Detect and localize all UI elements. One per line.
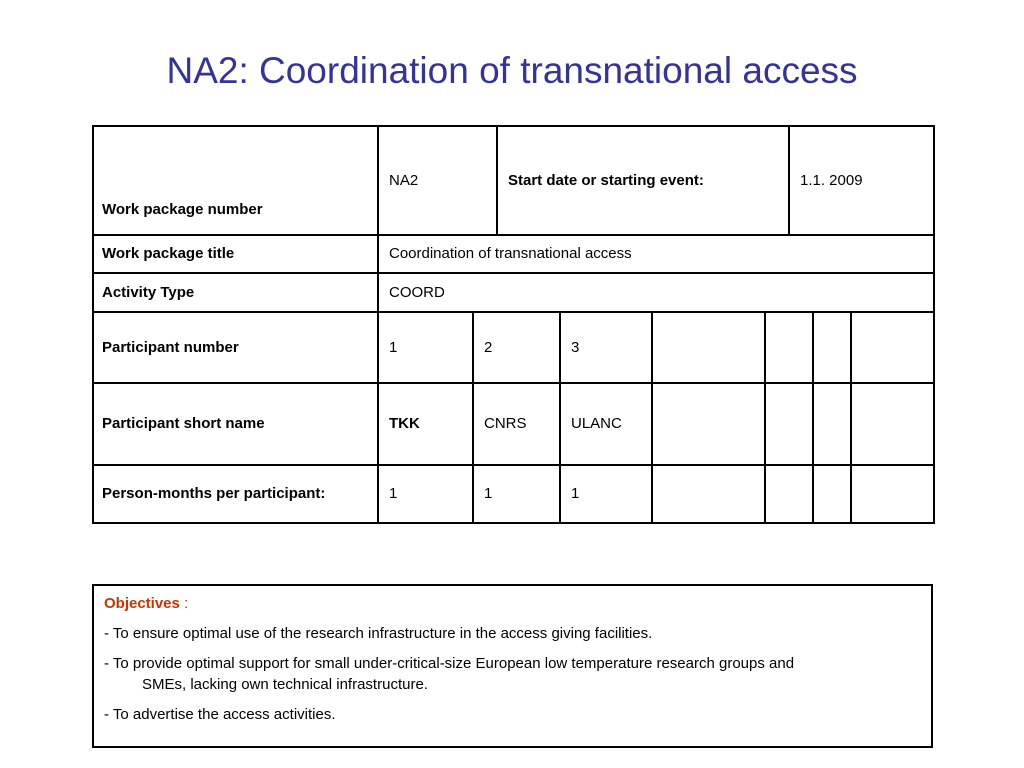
column-divider: [764, 311, 766, 524]
participant-short-name-label: Participant short name: [102, 415, 265, 432]
objectives-heading-line: [104, 594, 188, 614]
objectives-heading: Objectives: [104, 595, 180, 612]
objective-item: - To provide optimal support for small under-critical-size European low temperature research groups and: [104, 655, 795, 672]
person-months-cell: 1: [389, 485, 398, 502]
participant-number-label: Participant number: [102, 338, 239, 356]
activity-type-value: COORD: [389, 283, 445, 301]
activity-type-label: Activity Type: [102, 283, 195, 301]
page-title: NA2: Coordination of transnational access: [166, 50, 858, 91]
start-date-value: 1.1. 2009: [800, 172, 863, 189]
person-months-cell: 1: [484, 485, 493, 502]
participant-short-name-cell: ULANC: [571, 415, 622, 432]
objectives-colon: :: [179, 595, 189, 612]
work-package-title-label: Work package title: [102, 245, 235, 262]
work-package-title-value: Coordination of transnational access: [389, 245, 632, 262]
column-divider: [651, 311, 653, 524]
participant-number-cell: 3: [571, 338, 580, 356]
column-divider: [812, 311, 814, 524]
objective-item: - To ensure optimal use of the research infrastructure in the access giving facilities.: [104, 625, 653, 642]
work-package-number-label: Work package number: [102, 201, 263, 218]
person-months-label: Person-months per participant:: [102, 485, 326, 502]
participant-number-cell: 2: [484, 338, 493, 356]
column-divider: [850, 311, 852, 524]
objectives-box: [92, 584, 933, 748]
participant-short-name-cell: CNRS: [484, 415, 527, 432]
objective-item: - To advertise the access activities.: [104, 706, 336, 723]
objective-item-continuation: SMEs, lacking own technical infrastructure.: [142, 676, 428, 693]
person-months-cell: 1: [571, 485, 580, 502]
participant-short-name-cell: TKK: [389, 415, 420, 432]
participant-number-cell: 1: [389, 338, 398, 356]
work-package-number-value: NA2: [389, 172, 419, 189]
start-date-label: Start date or starting event:: [508, 172, 704, 189]
